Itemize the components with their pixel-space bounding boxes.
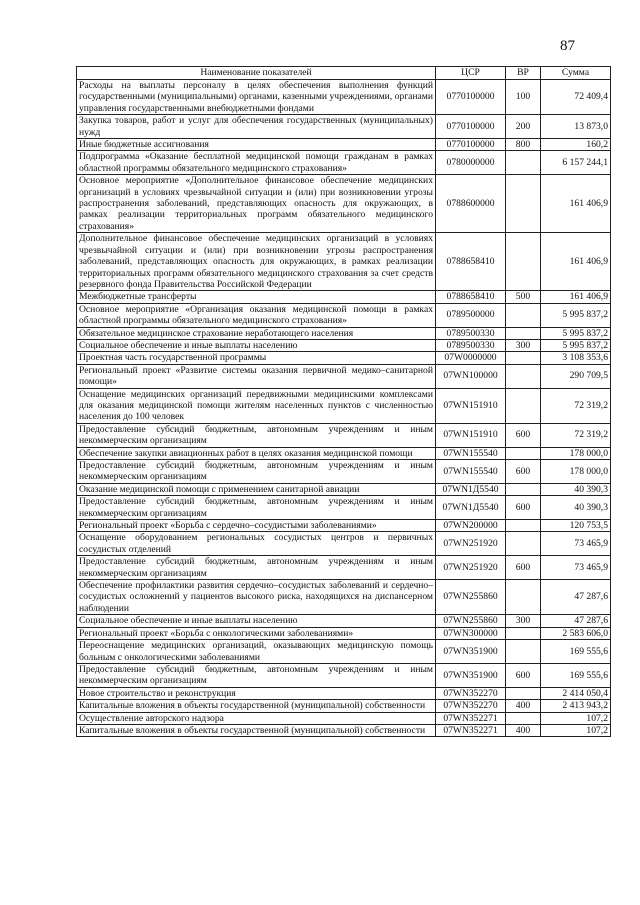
cell-name: Закупка товаров, работ и услуг для обеспечения государственных (муниципальных) нужд <box>77 115 436 139</box>
cell-sum: 107,2 <box>541 724 611 736</box>
cell-csr: 0770100000 <box>436 80 506 115</box>
table-row <box>77 532 611 556</box>
table-row <box>77 615 611 627</box>
cell-csr: 07WN1Д5540 <box>436 483 506 495</box>
cell-sum: 40 390,3 <box>541 496 611 520</box>
cell-name: Социальное обеспечение и иные выплаты населению <box>77 339 436 351</box>
cell-vr <box>506 447 541 459</box>
cell-vr: 100 <box>506 80 541 115</box>
cell-name: Капитальные вложения в объекты государственной (муниципальной) собственности <box>77 724 436 736</box>
cell-name: Оснащение медицинских организаций передвижными медицинскими комплексами для оказания медицинской помощи жителям населенных пунктов с численностью населения до 100 человек <box>77 388 436 423</box>
table-row <box>77 627 611 639</box>
table-row <box>77 80 611 115</box>
cell-vr <box>506 388 541 423</box>
cell-vr: 600 <box>506 423 541 447</box>
cell-name: Обязательное медицинское страхование неработающего населения <box>77 327 436 339</box>
cell-name: Предоставление субсидий бюджетным, автономным учреждениям и иным некоммерческим организациям <box>77 663 436 687</box>
table-row <box>77 580 611 615</box>
cell-name: Дополнительное финансовое обеспечение медицинских организаций в условиях чрезвычайной ситуации и (или) при возникновении угрозы распространения заболеваний, представляющих опасность для окружающих, в рамках реализации территориальных программ обязательного медицинского страхования за счет средств резервного фонда Правительства Российской Федерации <box>77 233 436 291</box>
cell-sum: 161 406,9 <box>541 291 611 303</box>
table-row <box>77 352 611 364</box>
cell-name: Новое строительство и реконструкция <box>77 687 436 699</box>
cell-vr: 400 <box>506 700 541 712</box>
header-csr: ЦСР <box>436 67 506 80</box>
cell-sum: 169 555,6 <box>541 663 611 687</box>
cell-name: Региональный проект «Развитие системы оказания первичной медико–санитарной помощи» <box>77 364 436 388</box>
cell-sum: 72 409,4 <box>541 80 611 115</box>
table-row <box>77 663 611 687</box>
cell-name: Переоснащение медицинских организаций, оказывающих медицинскую помощь больным с онкологическими заболеваниями <box>77 640 436 664</box>
table-header-row <box>77 67 611 80</box>
cell-sum: 5 995 837,2 <box>541 327 611 339</box>
cell-name: Предоставление субсидий бюджетным, автономным учреждениям и иным некоммерческим организациям <box>77 496 436 520</box>
table-row <box>77 483 611 495</box>
cell-vr <box>506 151 541 175</box>
cell-csr: 07WN251920 <box>436 532 506 556</box>
cell-sum: 3 108 353,6 <box>541 352 611 364</box>
cell-vr <box>506 352 541 364</box>
table-row <box>77 447 611 459</box>
table-row <box>77 327 611 339</box>
cell-name: Подпрограмма «Оказание бесплатной медицинской помощи гражданам в рамках областной программы обязательного медицинского страхования» <box>77 151 436 175</box>
cell-name: Оказание медицинской помощи с применением санитарной авиации <box>77 483 436 495</box>
cell-name: Основное мероприятие «Дополнительное финансовое обеспечение медицинских организаций в условиях чрезвычайной ситуации и (или) при возникновении угрозы распространения заболеваний, представляющих опасность для окружающих, в рамках реализации территориальных программ обязательного медицинского страхования» <box>77 175 436 233</box>
cell-csr: 07WN352270 <box>436 700 506 712</box>
cell-sum: 107,2 <box>541 712 611 724</box>
cell-sum: 290 709,5 <box>541 364 611 388</box>
cell-csr: 07WN300000 <box>436 627 506 639</box>
table-row <box>77 151 611 175</box>
cell-name: Капитальные вложения в объекты государственной (муниципальной) собственности <box>77 700 436 712</box>
cell-vr: 800 <box>506 139 541 151</box>
cell-vr <box>506 532 541 556</box>
cell-sum: 5 995 837,2 <box>541 303 611 327</box>
cell-sum: 2 414 050,4 <box>541 687 611 699</box>
table-row <box>77 640 611 664</box>
cell-sum: 73 465,9 <box>541 556 611 580</box>
cell-csr: 0770100000 <box>436 139 506 151</box>
cell-vr <box>506 483 541 495</box>
cell-vr <box>506 364 541 388</box>
cell-csr: 0788658410 <box>436 233 506 291</box>
cell-name: Региональный проект «Борьба с сердечно–сосудистыми заболеваниями» <box>77 520 436 532</box>
cell-vr: 300 <box>506 615 541 627</box>
table-row <box>77 115 611 139</box>
cell-vr <box>506 175 541 233</box>
cell-csr: 07WN151910 <box>436 423 506 447</box>
table-row <box>77 139 611 151</box>
cell-name: Проектная часть государственной программы <box>77 352 436 364</box>
cell-vr: 600 <box>506 496 541 520</box>
cell-name: Предоставление субсидий бюджетным, автономным учреждениям и иным некоммерческим организациям <box>77 460 436 484</box>
cell-csr: 07W0000000 <box>436 352 506 364</box>
table-row <box>77 496 611 520</box>
table-row <box>77 520 611 532</box>
cell-csr: 07WN100000 <box>436 364 506 388</box>
cell-sum: 13 873,0 <box>541 115 611 139</box>
cell-csr: 07WN351900 <box>436 640 506 664</box>
cell-vr <box>506 640 541 664</box>
cell-name: Предоставление субсидий бюджетным, автономным учреждениям и иным некоммерческим организациям <box>77 423 436 447</box>
cell-sum: 169 555,6 <box>541 640 611 664</box>
cell-csr: 07WN352271 <box>436 724 506 736</box>
cell-csr: 07WN352270 <box>436 687 506 699</box>
cell-name: Основное мероприятие «Организация оказания медицинской помощи в рамках областной программы обязательного медицинского страхования» <box>77 303 436 327</box>
cell-name: Обеспечение профилактики развития сердечно–сосудистых заболеваний и сердечно–сосудистых осложнений у пациентов высокого риска, находящихся на диспансерном наблюдении <box>77 580 436 615</box>
cell-vr <box>506 233 541 291</box>
cell-sum: 161 406,9 <box>541 175 611 233</box>
cell-sum: 72 319,2 <box>541 388 611 423</box>
table-row <box>77 724 611 736</box>
cell-sum: 40 390,3 <box>541 483 611 495</box>
cell-sum: 161 406,9 <box>541 233 611 291</box>
cell-csr: 07WN255860 <box>436 580 506 615</box>
cell-sum: 47 287,6 <box>541 580 611 615</box>
table-row <box>77 556 611 580</box>
table-row <box>77 364 611 388</box>
header-name: Наименование показателей <box>77 67 436 80</box>
cell-vr: 200 <box>506 115 541 139</box>
cell-vr: 300 <box>506 339 541 351</box>
cell-csr: 0789500330 <box>436 327 506 339</box>
cell-csr: 0789500330 <box>436 339 506 351</box>
cell-name: Осуществление авторского надзора <box>77 712 436 724</box>
cell-name: Региональный проект «Борьба с онкологическими заболеваниями» <box>77 627 436 639</box>
table-row <box>77 423 611 447</box>
table-row <box>77 303 611 327</box>
cell-sum: 178 000,0 <box>541 447 611 459</box>
cell-name: Социальное обеспечение и иные выплаты населению <box>77 615 436 627</box>
cell-csr: 07WN351900 <box>436 663 506 687</box>
table-row <box>77 175 611 233</box>
cell-vr <box>506 327 541 339</box>
budget-table <box>76 66 611 737</box>
cell-vr: 600 <box>506 663 541 687</box>
page-number: 87 <box>560 38 575 54</box>
cell-sum: 2 583 606,0 <box>541 627 611 639</box>
cell-csr: 07WN352271 <box>436 712 506 724</box>
cell-vr <box>506 687 541 699</box>
cell-name: Обеспечение закупки авиационных работ в целях оказания медицинской помощи <box>77 447 436 459</box>
cell-name: Предоставление субсидий бюджетным, автономным учреждениям и иным некоммерческим организациям <box>77 556 436 580</box>
cell-vr: 600 <box>506 460 541 484</box>
cell-csr: 07WN251920 <box>436 556 506 580</box>
cell-name: Межбюджетные трансферты <box>77 291 436 303</box>
cell-sum: 120 753,5 <box>541 520 611 532</box>
cell-vr <box>506 627 541 639</box>
table-row <box>77 460 611 484</box>
cell-csr: 07WN1Д5540 <box>436 496 506 520</box>
cell-name: Оснащение оборудованием региональных сосудистых центров и первичных сосудистых отделений <box>77 532 436 556</box>
cell-vr: 400 <box>506 724 541 736</box>
cell-sum: 160,2 <box>541 139 611 151</box>
cell-csr: 07WN155540 <box>436 447 506 459</box>
cell-name: Иные бюджетные ассигнования <box>77 139 436 151</box>
cell-vr <box>506 580 541 615</box>
table-row <box>77 687 611 699</box>
cell-vr <box>506 520 541 532</box>
cell-csr: 07WN151910 <box>436 388 506 423</box>
cell-vr: 600 <box>506 556 541 580</box>
cell-sum: 72 319,2 <box>541 423 611 447</box>
cell-csr: 07WN155540 <box>436 460 506 484</box>
cell-csr: 0789500000 <box>436 303 506 327</box>
table-row <box>77 233 611 291</box>
table-row <box>77 700 611 712</box>
cell-vr <box>506 303 541 327</box>
cell-csr: 0788658410 <box>436 291 506 303</box>
header-sum: Сумма <box>541 67 611 80</box>
table-body <box>77 80 611 737</box>
cell-sum: 47 287,6 <box>541 615 611 627</box>
cell-sum: 2 413 943,2 <box>541 700 611 712</box>
cell-csr: 07WN200000 <box>436 520 506 532</box>
cell-name: Расходы на выплаты персоналу в целях обеспечения выполнения функций государственными (муниципальными) органами, казенными учреждениями, органами управления государственными внебюджетными фондами <box>77 80 436 115</box>
table-row <box>77 339 611 351</box>
cell-sum: 178 000,0 <box>541 460 611 484</box>
cell-csr: 07WN255860 <box>436 615 506 627</box>
cell-sum: 6 157 244,1 <box>541 151 611 175</box>
header-vr: ВР <box>506 67 541 80</box>
table-row <box>77 712 611 724</box>
cell-sum: 73 465,9 <box>541 532 611 556</box>
cell-csr: 0788600000 <box>436 175 506 233</box>
table-row <box>77 388 611 423</box>
table-row <box>77 291 611 303</box>
cell-csr: 0770100000 <box>436 115 506 139</box>
cell-vr <box>506 712 541 724</box>
cell-csr: 0780000000 <box>436 151 506 175</box>
cell-sum: 5 995 837,2 <box>541 339 611 351</box>
cell-vr: 500 <box>506 291 541 303</box>
